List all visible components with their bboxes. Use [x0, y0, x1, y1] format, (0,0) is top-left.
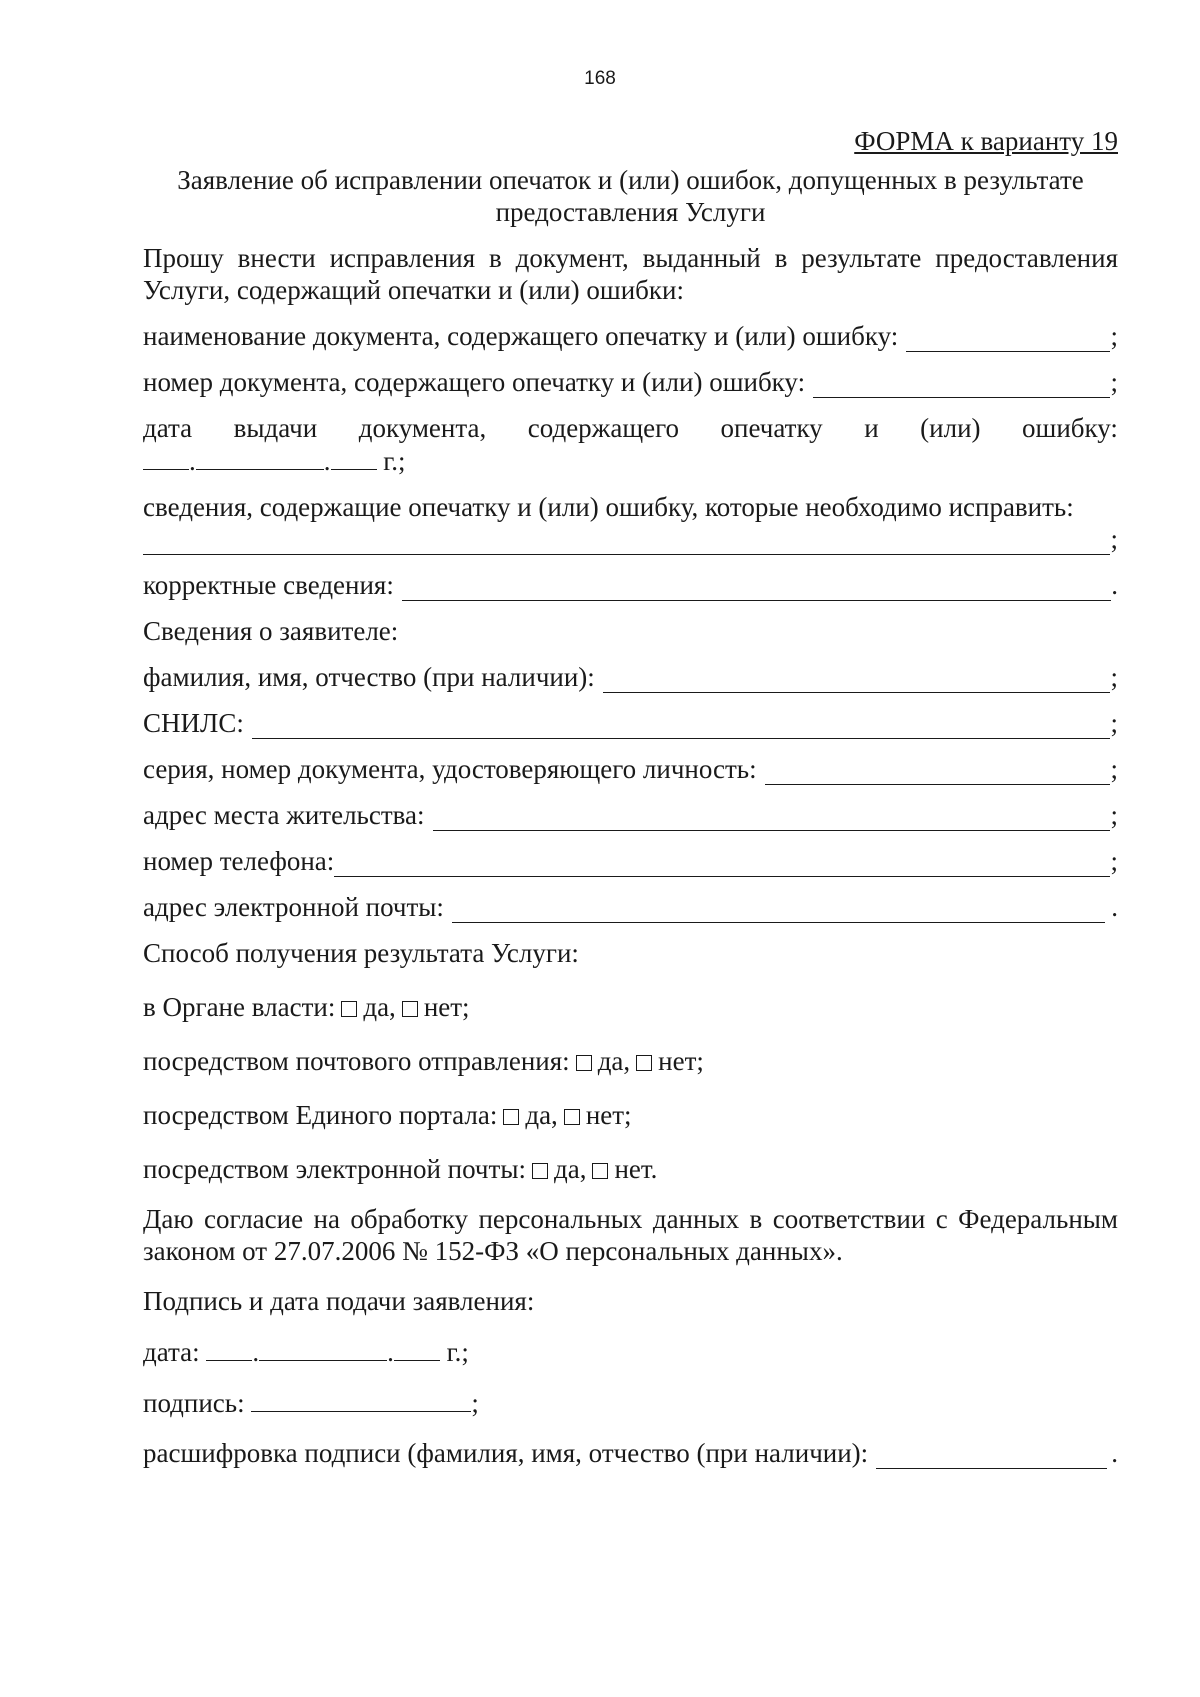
- issue-date-word: содержащего: [527, 413, 679, 443]
- yes-label: да,: [597, 1046, 631, 1076]
- no-label: нет;: [423, 992, 470, 1022]
- address-field[interactable]: [433, 805, 1111, 831]
- issue-date-block: [143, 412, 1118, 477]
- submit-year-suffix: г.;: [446, 1337, 469, 1367]
- full-name-label: фамилия, имя, отчество (при наличии):: [143, 662, 595, 692]
- doc-number-row: номер документа, содержащего опечатку и (или) ошибку: ;: [143, 367, 1118, 397]
- correct-info-field[interactable]: [402, 575, 1111, 601]
- issue-date-word: опечатку: [720, 413, 823, 443]
- wrong-info-block: [143, 491, 1118, 555]
- form-label: ФОРМА к варианту 19: [854, 126, 1118, 156]
- consent-paragraph: Даю согласие на обработку персональных данных в соответствии с Федеральным законом от 27.07.2006 № 152-ФЗ «О персональных данных».: [143, 1204, 1118, 1266]
- doc-number-field[interactable]: [813, 372, 1110, 398]
- submit-date-row: дата: . . г.;: [143, 1337, 469, 1367]
- yes-checkbox[interactable]: [532, 1163, 548, 1179]
- wrong-info-line: ;: [143, 523, 1118, 555]
- phone-label: номер телефона:: [143, 846, 335, 876]
- no-checkbox[interactable]: [636, 1055, 652, 1071]
- issue-date-label-row: [143, 412, 1118, 444]
- submit-day-field[interactable]: [206, 1335, 252, 1361]
- yes-checkbox[interactable]: [576, 1055, 592, 1071]
- signature-heading: Подпись и дата подачи заявления:: [143, 1286, 535, 1316]
- no-label: нет.: [614, 1154, 658, 1184]
- form-title: [143, 164, 1118, 228]
- yes-label: да,: [363, 992, 396, 1022]
- form-title-line2: предоставления Услуги: [495, 197, 766, 227]
- yes-checkbox[interactable]: [503, 1109, 519, 1125]
- doc-name-label: наименование документа, содержащего опечатку и (или) ошибку:: [143, 321, 899, 351]
- address-label: адрес места жительства:: [143, 800, 425, 830]
- no-checkbox[interactable]: [402, 1001, 418, 1017]
- no-label: нет;: [585, 1100, 632, 1130]
- correct-info-row: корректные сведения: .: [143, 570, 1118, 600]
- full-name-field[interactable]: [603, 667, 1111, 693]
- issue-date-word: дата: [143, 413, 193, 443]
- sign-decode-field[interactable]: [876, 1443, 1107, 1469]
- snils-field[interactable]: [252, 713, 1111, 739]
- sign-field[interactable]: [251, 1386, 471, 1412]
- submit-month-field[interactable]: [259, 1335, 387, 1361]
- delivery-option-email: [143, 1153, 1118, 1185]
- issue-date-word: ошибку:: [1022, 413, 1118, 443]
- phone-field[interactable]: [334, 851, 1110, 877]
- delivery-heading: Способ получения результата Услуги:: [143, 938, 579, 968]
- issue-month-field[interactable]: [196, 444, 324, 470]
- wrong-info-label: сведения, содержащие опечатку и (или) ошибку, которые необходимо исправить:: [143, 492, 1074, 522]
- email-row: адрес электронной почты: .: [143, 892, 1118, 922]
- delivery-option-label: в Органе власти:: [143, 992, 336, 1022]
- issue-day-field[interactable]: [143, 444, 189, 470]
- no-checkbox[interactable]: [564, 1109, 580, 1125]
- correct-info-label: корректные сведения:: [143, 570, 394, 600]
- phone-row: номер телефона: ;: [143, 846, 1118, 876]
- issue-date-word: выдачи: [233, 413, 318, 443]
- snils-row: СНИЛС: ;: [143, 708, 1118, 738]
- full-name-row: фамилия, имя, отчество (при наличии): ;: [143, 662, 1118, 692]
- delivery-option-label: посредством Единого портала:: [143, 1100, 498, 1130]
- submit-year-field[interactable]: [394, 1335, 440, 1361]
- email-label: адрес электронной почты:: [143, 892, 444, 922]
- yes-label: да,: [525, 1100, 558, 1130]
- sign-row: подпись: ;: [143, 1388, 479, 1418]
- year-suffix: г.;: [383, 446, 406, 476]
- id-doc-row: серия, номер документа, удостоверяющего личность: ;: [143, 754, 1118, 784]
- issue-date-word: документа,: [358, 413, 487, 443]
- submit-date-label: дата:: [143, 1337, 200, 1367]
- applicant-heading: Сведения о заявителе:: [143, 616, 399, 646]
- form-content: [143, 124, 1118, 1469]
- issue-date-word: и: [864, 413, 879, 443]
- email-field[interactable]: [452, 897, 1105, 923]
- page-number: 168: [584, 68, 616, 89]
- no-label: нет;: [658, 1046, 704, 1076]
- no-checkbox[interactable]: [592, 1163, 608, 1179]
- yes-label: да,: [553, 1154, 587, 1184]
- delivery-option-label: посредством почтового отправления:: [143, 1046, 570, 1076]
- yes-checkbox[interactable]: [341, 1001, 357, 1017]
- snils-label: СНИЛС:: [143, 708, 244, 738]
- issue-date-fields: . . г.;: [143, 444, 1118, 477]
- form-title-line1: Заявление об исправлении опечаток и (или) ошибок, допущенных в результате: [177, 165, 1084, 195]
- intro-paragraph: Прошу внести исправления в документ, выданный в результате предоставления Услуги, содержащий опечатки и (или) ошибки:: [143, 243, 1118, 305]
- doc-number-label: номер документа, содержащего опечатку и (или) ошибку:: [143, 367, 806, 397]
- wrong-info-row: [143, 491, 1118, 523]
- delivery-option-office: [143, 991, 1118, 1023]
- issue-date-word: (или): [920, 413, 981, 443]
- doc-name-field[interactable]: [906, 326, 1110, 352]
- id-doc-field[interactable]: [765, 759, 1111, 785]
- delivery-option-post: [143, 1045, 1118, 1077]
- issue-year-field[interactable]: [331, 444, 377, 470]
- address-row: адрес места жительства: ;: [143, 800, 1118, 830]
- sign-label: подпись:: [143, 1388, 245, 1418]
- doc-name-row: наименование документа, содержащего опечатку и (или) ошибку: ;: [143, 321, 1118, 351]
- delivery-option-portal: [143, 1099, 1118, 1131]
- wrong-info-field[interactable]: [143, 529, 1110, 555]
- sign-decode-row: расшифровка подписи (фамилия, имя, отчество (при наличии): .: [143, 1438, 1118, 1468]
- id-doc-label: серия, номер документа, удостоверяющего личность:: [143, 754, 757, 784]
- delivery-option-label: посредством электронной почты:: [143, 1154, 526, 1184]
- sign-decode-label: расшифровка подписи (фамилия, имя, отчество (при наличии):: [143, 1438, 869, 1468]
